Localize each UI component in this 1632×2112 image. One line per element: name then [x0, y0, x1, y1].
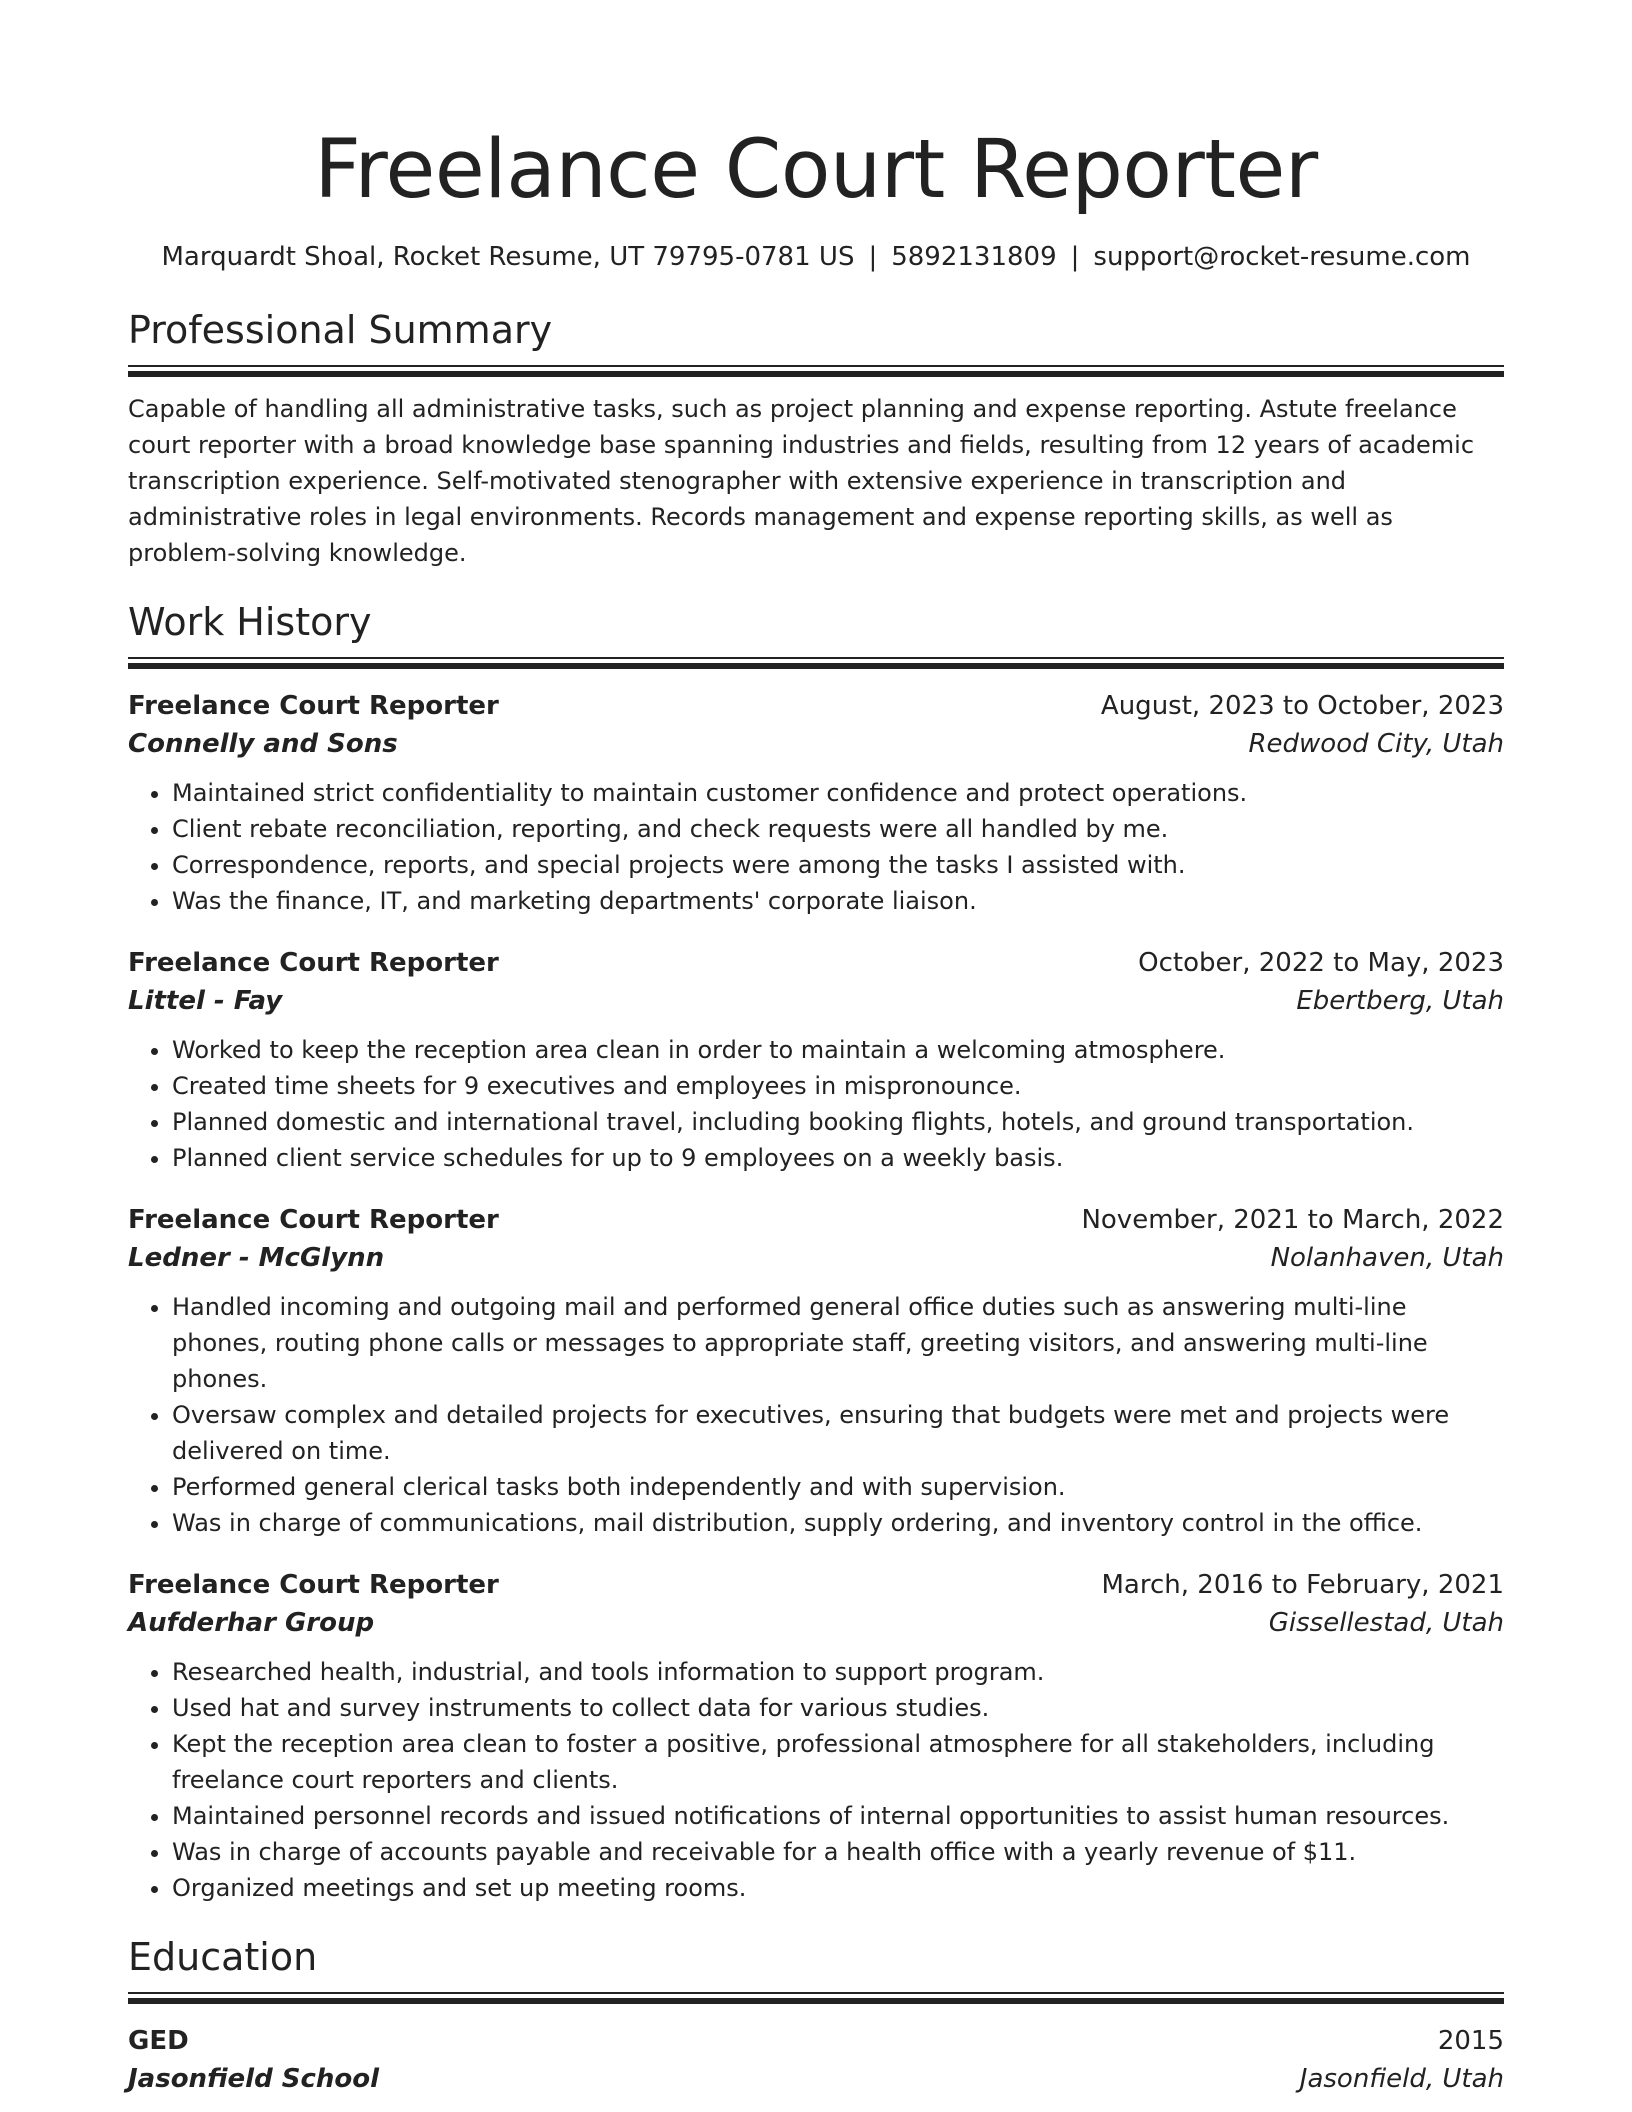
- education-entry: [128, 2022, 1504, 2098]
- job-bullet: • Correspondence, reports, and special projects were among the tasks I assisted with.: [172, 847, 1504, 883]
- job-header-row: [128, 944, 1504, 982]
- job-bullet: • Maintained strict confidentiality to maintain customer confidence and protect operations.: [172, 775, 1504, 811]
- job-bullet: • Researched health, industrial, and tools information to support program.: [172, 1654, 1504, 1690]
- job-company-row: [128, 1239, 1504, 1277]
- job-title: Freelance Court Reporter: [128, 948, 499, 978]
- job-company-row: [128, 1604, 1504, 1642]
- summary-text: Capable of handling all administrative tasks, such as project planning and expense reporting. Astute freelance court reporter with a broad knowledge base spanning industries and fields, resulting from 12 years of academic transcription experience. Self-motivated stenographer with extensive experience in transcription and administrative roles in legal environments. Records management and expense reporting skills, as well as problem-solving knowledge.: [128, 395, 1475, 567]
- education-section: [128, 1932, 1504, 2098]
- contact-separator: |: [1070, 242, 1080, 272]
- job-dates: August, 2023 to October, 2023: [1100, 691, 1504, 721]
- job-header-row: [128, 687, 1504, 725]
- job-bullets: [128, 1289, 1504, 1541]
- education-heading: Education: [128, 1935, 318, 1979]
- job-location: Ebertberg, Utah: [1296, 986, 1504, 1016]
- contact-email[interactable]: support@rocket-resume.com: [1093, 242, 1471, 272]
- job-title: Freelance Court Reporter: [128, 1205, 499, 1235]
- job-dates: November, 2021 to March, 2022: [1081, 1205, 1504, 1235]
- job-title: Freelance Court Reporter: [128, 691, 499, 721]
- job-entry: [128, 1201, 1504, 1541]
- education-school: Jasonfield School: [128, 2064, 380, 2094]
- job-company: Aufderhar Group: [128, 1608, 375, 1638]
- job-company: Ledner - McGlynn: [128, 1243, 385, 1273]
- work-history-heading: Work History: [128, 600, 372, 644]
- contact-address: Marquardt Shoal, Rocket Resume, UT 79795-0781 US: [161, 242, 855, 272]
- job-bullets: [128, 1654, 1504, 1906]
- summary-section: [128, 305, 1504, 571]
- job-bullet: • Planned domestic and international travel, including booking flights, hotels, and ground transportation.: [172, 1104, 1504, 1140]
- job-bullet: • Worked to keep the reception area clean in order to maintain a welcoming atmosphere.: [172, 1032, 1504, 1068]
- education-year: 2015: [1437, 2026, 1504, 2056]
- education-school-row: [128, 2060, 1504, 2098]
- job-dates: March, 2016 to February, 2021: [1101, 1570, 1504, 1600]
- job-title: Freelance Court Reporter: [128, 1570, 499, 1600]
- job-company-row: [128, 982, 1504, 1020]
- contact-phone: 5892131809: [891, 242, 1057, 272]
- job-bullet: • Was the finance, IT, and marketing departments' corporate liaison.: [172, 883, 1504, 919]
- education-header-row: [128, 2022, 1504, 2060]
- summary-heading: Professional Summary: [128, 308, 553, 352]
- job-bullet: • Client rebate reconciliation, reporting, and check requests were all handled by me.: [172, 811, 1504, 847]
- job-bullet: • Performed general clerical tasks both independently and with supervision.: [172, 1469, 1504, 1505]
- job-bullet: • Used hat and survey instruments to collect data for various studies.: [172, 1690, 1504, 1726]
- resume-title: Freelance Court Reporter: [314, 123, 1318, 217]
- job-bullet: • Was in charge of accounts payable and receivable for a health office with a yearly revenue of $11.: [172, 1834, 1504, 1870]
- job-bullets: [128, 775, 1504, 919]
- education-degree: GED: [128, 2026, 189, 2056]
- job-bullet: • Was in charge of communications, mail distribution, supply ordering, and inventory control in the office.: [172, 1505, 1504, 1541]
- job-dates: October, 2022 to May, 2023: [1138, 948, 1504, 978]
- work-history-section: [128, 597, 1504, 1906]
- job-entry: [128, 687, 1504, 919]
- job-bullet: • Handled incoming and outgoing mail and performed general office duties such as answering multi-line phones, routing phone calls or messages to appropriate staff, greeting visitors, and answering multi-line phones.: [172, 1289, 1504, 1397]
- job-header-row: [128, 1566, 1504, 1604]
- job-bullet: • Maintained personnel records and issued notifications of internal opportunities to assist human resources.: [172, 1798, 1504, 1834]
- job-entry: [128, 944, 1504, 1176]
- job-location: Redwood City, Utah: [1248, 729, 1504, 759]
- job-bullet: • Planned client service schedules for up to 9 employees on a weekly basis.: [172, 1140, 1504, 1176]
- contact-separator: |: [868, 242, 878, 272]
- job-bullet: • Created time sheets for 9 executives and employees in mispronounce.: [172, 1068, 1504, 1104]
- job-entry: [128, 1566, 1504, 1906]
- contact-info: [128, 240, 1504, 274]
- section-divider: [128, 1992, 1504, 2004]
- job-company: Connelly and Sons: [128, 729, 398, 759]
- job-bullet: • Kept the reception area clean to foster a positive, professional atmosphere for all stakeholders, including freelance court reporters and clients.: [172, 1726, 1504, 1798]
- job-location: Nolanhaven, Utah: [1270, 1243, 1504, 1273]
- job-header-row: [128, 1201, 1504, 1239]
- job-bullet: • Oversaw complex and detailed projects for executives, ensuring that budgets were met and projects were delivered on time.: [172, 1397, 1504, 1469]
- job-bullet: • Organized meetings and set up meeting rooms.: [172, 1870, 1504, 1906]
- education-location: Jasonfield, Utah: [1299, 2064, 1504, 2094]
- job-location: Gissellestad, Utah: [1268, 1608, 1504, 1638]
- section-divider: [128, 657, 1504, 669]
- job-bullets: [128, 1032, 1504, 1176]
- job-company: Littel - Fay: [128, 986, 283, 1016]
- section-divider: [128, 365, 1504, 377]
- job-company-row: [128, 725, 1504, 763]
